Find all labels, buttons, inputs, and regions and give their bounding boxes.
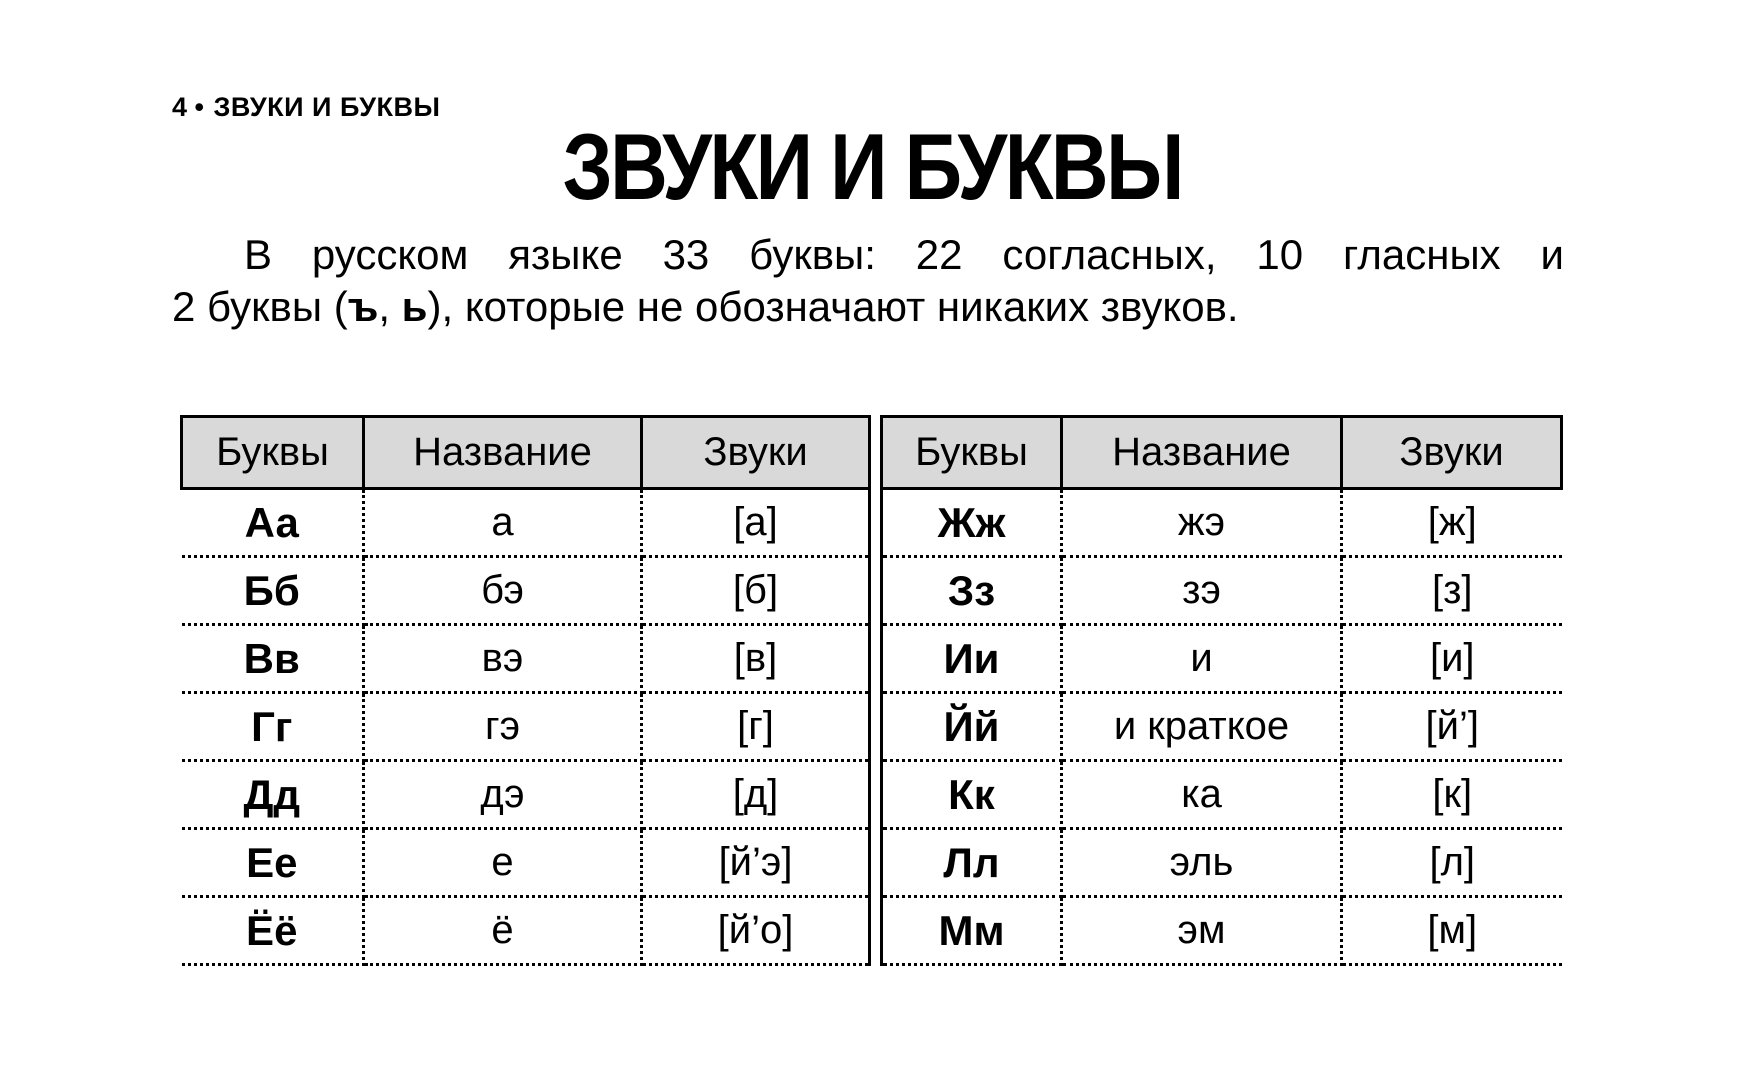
table-row [882,761,1562,829]
cell-name: бэ [364,557,642,625]
cell-letters: Жж [882,489,1062,557]
cell-letters: Йй [882,693,1062,761]
cell-name: зэ [1062,557,1342,625]
bullet-icon: • [194,92,205,122]
intro-line-1: В русском языке 33 буквы: 22 согласных, 10 гласных и [244,231,1564,278]
intro-line-2-comma: , [378,283,402,330]
soft-sign-letter: ь [401,283,428,330]
cell-name: ка [1062,761,1342,829]
page-title: ЗВУКИ И БУКВЫ [562,114,1182,219]
cell-letters: Аа [182,489,364,557]
cell-letters: Ии [882,625,1062,693]
table-row [182,761,870,829]
page-title-wrap [0,114,1744,219]
intro-line-2 [172,282,1564,332]
cell-sound: [д] [642,761,870,829]
intro-line-2-text: 2 буквы ( [172,283,348,330]
cell-name: жэ [1062,489,1342,557]
table-row [882,897,1562,965]
table-header-row [182,417,870,489]
table-row [182,829,870,897]
cell-sound: [з] [1342,557,1562,625]
cell-sound: [л] [1342,829,1562,897]
cell-letters: Дд [182,761,364,829]
cell-letters: Кк [882,761,1062,829]
table-row [182,489,870,557]
table-row [882,693,1562,761]
cell-name: эм [1062,897,1342,965]
table-row [182,625,870,693]
cell-letters: Мм [882,897,1062,965]
cell-sound: [ж] [1342,489,1562,557]
table-row [182,897,870,965]
hard-sign-letter: ъ [347,283,379,330]
intro-paragraph [172,230,1564,332]
running-head [172,92,440,123]
cell-letters: Лл [882,829,1062,897]
table-row [882,625,1562,693]
cell-sound: [а] [642,489,870,557]
cell-sound: [г] [642,693,870,761]
cell-name: дэ [364,761,642,829]
table-row [882,829,1562,897]
cell-name: эль [1062,829,1342,897]
cell-sound: [в] [642,625,870,693]
cell-letters: Зз [882,557,1062,625]
table-row [882,489,1562,557]
cell-name: а [364,489,642,557]
cell-sound: [м] [1342,897,1562,965]
cell-letters: Ёё [182,897,364,965]
intro-line-2-tail: ), которые не обозначают никаких звуков. [427,283,1239,330]
cell-name: и краткое [1062,693,1342,761]
table-header-row [882,417,1562,489]
header-cell-name: Название [1062,417,1342,489]
table-row [882,557,1562,625]
cell-sound: [й’э] [642,829,870,897]
cell-name: гэ [364,693,642,761]
cell-sound: [й’] [1342,693,1562,761]
table-row [182,557,870,625]
running-head-title: ЗВУКИ И БУКВЫ [213,92,441,122]
header-cell-letters: Буквы [882,417,1062,489]
cell-sound: [и] [1342,625,1562,693]
cell-sound: [б] [642,557,870,625]
cell-name: е [364,829,642,897]
header-cell-sounds: Звуки [642,417,870,489]
letters-table-left [180,415,871,966]
table-row [182,693,870,761]
cell-name: и [1062,625,1342,693]
cell-name: вэ [364,625,642,693]
cell-letters: Гг [182,693,364,761]
running-head-page-number: 4 [172,92,188,122]
cell-letters: Ее [182,829,364,897]
header-cell-name: Название [364,417,642,489]
header-cell-letters: Буквы [182,417,364,489]
cell-letters: Вв [182,625,364,693]
cell-sound: [к] [1342,761,1562,829]
alphabet-tables [180,415,1563,966]
cell-sound: [й’о] [642,897,870,965]
cell-name: ё [364,897,642,965]
letters-table-right [880,415,1563,966]
header-cell-sounds: Звуки [1342,417,1562,489]
cell-letters: Бб [182,557,364,625]
